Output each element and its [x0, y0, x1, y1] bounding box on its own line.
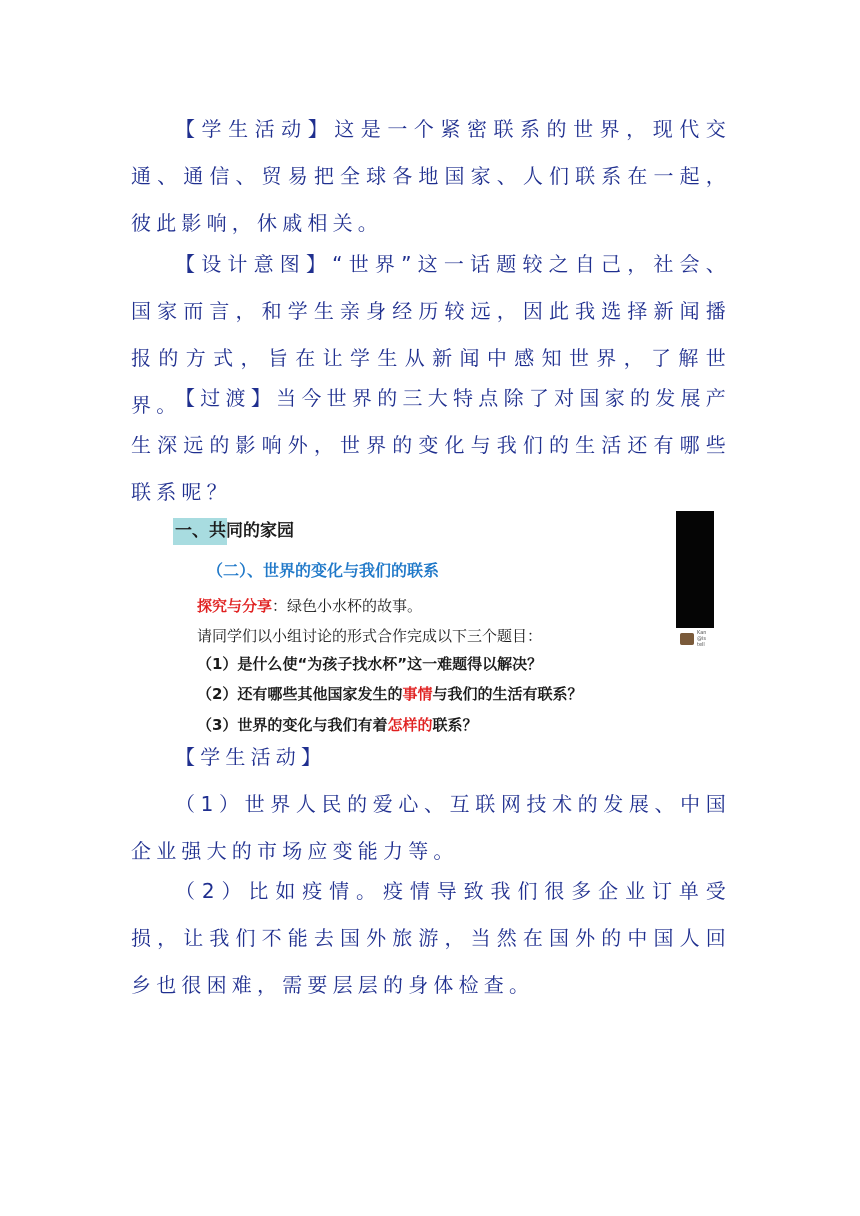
- question-2-text-b: 与我们的生活有联系？: [432, 685, 583, 703]
- explore-text: ：绿色小水杯的故事。: [272, 597, 423, 615]
- slide-question-2: [197, 683, 582, 704]
- slide-heading: 一、共同的家园: [175, 521, 294, 541]
- paragraph-transition: 【过渡】当今世界的三大特点除了对国家的发展产生深远的影响外，世界的变化与我们的生活还有哪些联系呢？: [131, 386, 731, 504]
- question-3-text-b: 联系？: [432, 716, 478, 734]
- question-2-highlight: 事情: [402, 685, 433, 703]
- question-3-text-a: （3）世界的变化与我们有着: [197, 716, 388, 734]
- embedded-slide-image: [165, 508, 717, 740]
- paragraph-answer-2: （2）比如疫情。疫情导致我们很多企业订单受损，让我们不能去国外旅游，当然在国外的中国人回乡也很困难，需要层层的身体检查。: [131, 879, 731, 997]
- paragraph-answer-1: （1）世界人民的爱心、互联网技术的发展、中国企业强大的市场应变能力等。: [131, 792, 731, 863]
- explore-label: 探究与分享: [197, 597, 273, 615]
- paragraph-student-activity-1: 【学生活动】这是一个紧密联系的世界，现代交通、通信、贸易把全球各地国家、人们联系在一起，彼此影响，休戚相关。: [131, 117, 731, 235]
- thumbnail-caption: Kan @is tell: [697, 630, 707, 648]
- question-2-text-a: （2）还有哪些其他国家发生的: [197, 685, 403, 703]
- thumbnail-avatar: [680, 633, 694, 645]
- question-3-highlight: 怎样的: [387, 716, 433, 734]
- slide-question-1: （1）是什么使“为孩子找水杯”这一难题得以解决？: [197, 655, 543, 673]
- slide-subheading: （二）、世界的变化与我们的联系: [207, 561, 440, 580]
- slide-question-3: [197, 714, 477, 735]
- slide-explore-line: [197, 595, 422, 616]
- paragraph-design-intent: 【设计意图】“世界”这一话题较之自己，社会、国家而言，和学生亲身经历较远，因此我选择新闻播报的方式，旨在让学生从新闻中感知世界，了解世界。: [131, 252, 731, 417]
- slide-intro-line: 请同学们以小组讨论的形式合作完成以下三个题目：: [197, 627, 543, 645]
- video-thumbnail: [676, 511, 714, 628]
- paragraph-student-activity-2: 【学生活动】: [175, 745, 327, 769]
